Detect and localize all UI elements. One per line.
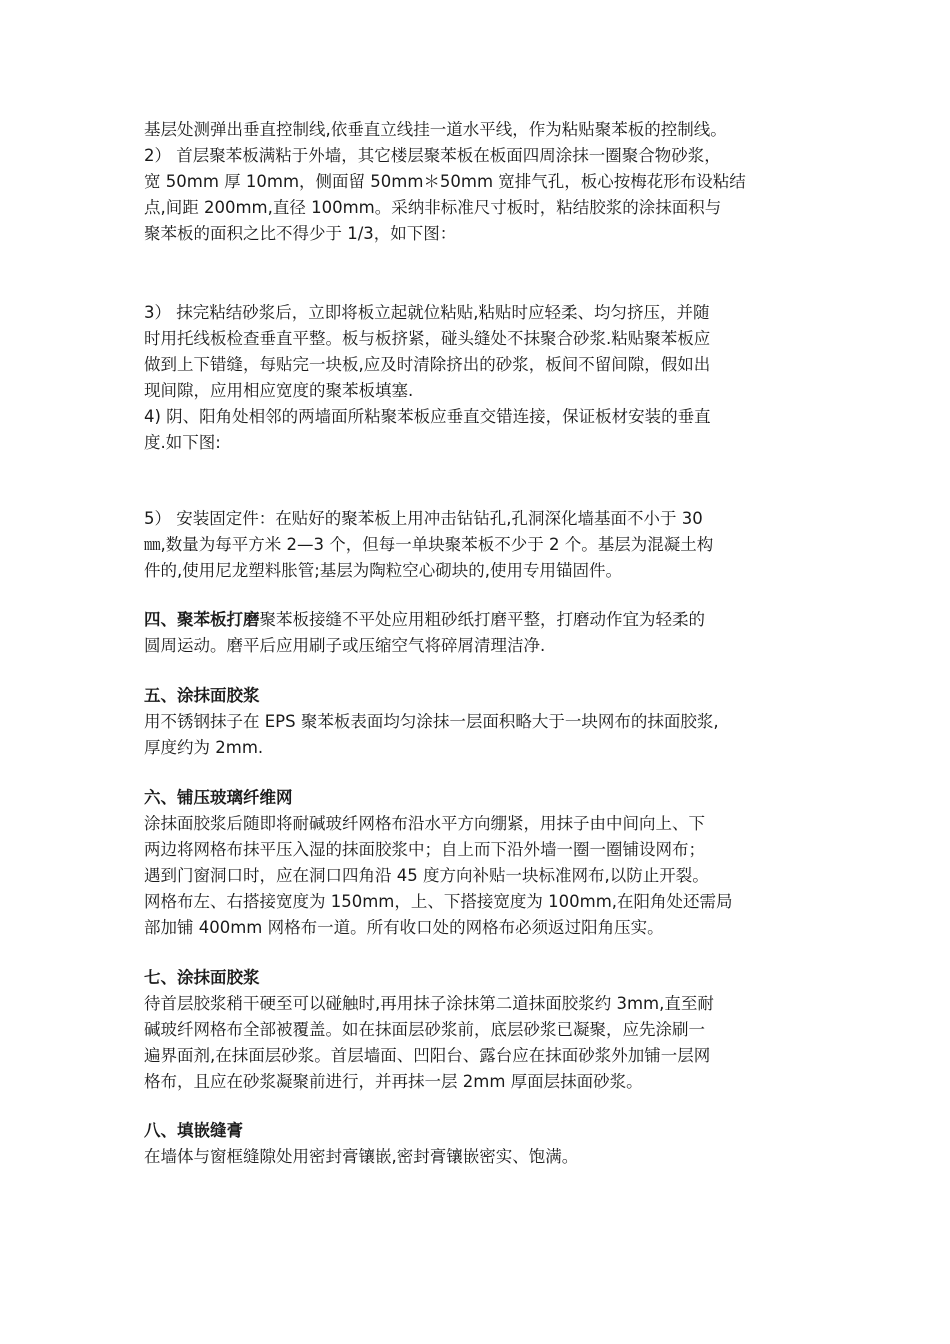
- section-title: 四、聚苯板打磨: [144, 610, 260, 629]
- text-line: 时用托线板检查垂直平整。板与板挤紧，碰头缝处不抹聚合砂浆.粘贴聚苯板应: [144, 329, 711, 348]
- section-text: 聚苯板接缝不平处应用粗砂纸打磨平整，打磨动作宜为轻柔的: [259, 610, 705, 629]
- text-line: 3） 抹完粘结砂浆后，立即将板立起就位粘贴,粘贴时应轻柔、均匀挤压，并随: [144, 303, 710, 322]
- text-line: 5） 安装固定件：在贴好的聚苯板上用冲击钻钻孔,孔洞深化墙基面不小于 30: [144, 509, 703, 528]
- text-line: 在墙体与窗框缝隙处用密封膏镶嵌,密封膏镶嵌密实、饱满。: [144, 1147, 579, 1166]
- text-line: 涂抹面胶浆后随即将耐碱玻纤网格布沿水平方向绷紧，用抹子由中间向上、下: [144, 814, 705, 833]
- text-line: 碱玻纤网格布全部被覆盖。如在抹面层砂浆前，底层砂浆已凝聚，应先涂刷一: [144, 1020, 705, 1039]
- text-line: 格布，且应在砂浆凝聚前进行，并再抹一层 2mm 厚面层抹面砂浆。: [144, 1072, 643, 1091]
- paragraph-step-3-4: [144, 300, 814, 456]
- text-line: 度.如下图:: [144, 433, 221, 452]
- text-line: 件的,使用尼龙塑料胀管;基层为陶粒空心砌块的,使用专用锚固件。: [144, 561, 623, 580]
- section-5: [144, 683, 814, 761]
- text-line: 待首层胶浆稍干硬至可以碰触时,再用抹子涂抹第二道抹面胶浆约 3mm,直至耐: [144, 994, 714, 1013]
- section-title: 五、涂抹面胶浆: [144, 686, 260, 705]
- paragraph-base-layer: [144, 117, 814, 247]
- text-line: 点,间距 200mm,直径 100mm。采纳非标准尺寸板时，粘结胶浆的涂抹面积与: [144, 198, 722, 217]
- text-line: 2） 首层聚苯板满粘于外墙，其它楼层聚苯板在板面四周涂抹一圈聚合物砂浆，: [144, 146, 721, 165]
- text-line: 用不锈钢抹子在 EPS 聚苯板表面均匀涂抹一层面积略大于一块网布的抹面胶浆,: [144, 712, 719, 731]
- text-line: 遍界面剂,在抹面层砂浆。首层墙面、凹阳台、露台应在抹面砂浆外加铺一层网: [144, 1046, 711, 1065]
- section-7: [144, 965, 814, 1095]
- section-title: 六、铺压玻璃纤维网: [144, 788, 293, 807]
- text-line: 基层处测弹出垂直控制线,依垂直立线挂一道水平线，作为粘贴聚苯板的控制线。: [144, 120, 727, 139]
- section-title: 七、涂抹面胶浆: [144, 968, 260, 987]
- text-line: 圆周运动。磨平后应用刷子或压缩空气将碎屑清理洁净.: [144, 636, 546, 655]
- text-line: 网格布左、右搭接宽度为 150mm，上、下搭接宽度为 100mm,在阳角处还需局: [144, 892, 733, 911]
- paragraph-step-5: [144, 506, 814, 584]
- text-line: 聚苯板的面积之比不得少于 1/3，如下图：: [144, 224, 457, 243]
- section-6: [144, 785, 814, 941]
- section-4: [144, 607, 814, 659]
- section-title: 八、填嵌缝膏: [144, 1121, 243, 1140]
- text-line: 遇到门窗洞口时，应在洞口四角沿 45 度方向补贴一块标准网布,以防止开裂。: [144, 866, 709, 885]
- text-line: 部加铺 400mm 网格布一道。所有收口处的网格布必须返过阳角压实。: [144, 918, 664, 937]
- text-line: 4) 阴、阳角处相邻的两墙面所粘聚苯板应垂直交错连接，保证板材安装的垂直: [144, 407, 711, 426]
- text-line: 厚度约为 2mm.: [144, 738, 264, 757]
- section-8: [144, 1118, 814, 1170]
- text-line: [144, 607, 814, 633]
- text-line: ㎜,数量为每平方米 2—3 个，但每一单块聚苯板不少于 2 个。基层为混凝土构: [144, 535, 714, 554]
- text-line: 两边将网格布抹平压入湿的抹面胶浆中；自上而下沿外墙一圈一圈铺设网布；: [144, 840, 705, 859]
- text-line: 做到上下错缝，每贴完一块板,应及时清除挤出的砂浆，板间不留间隙，假如出: [144, 355, 711, 374]
- text-line: 宽 50mm 厚 10mm，侧面留 50mm＊50mm 宽排气孔，板心按梅花形布设粘结: [144, 172, 746, 191]
- text-line: 现间隙，应用相应宽度的聚苯板填塞.: [144, 381, 414, 400]
